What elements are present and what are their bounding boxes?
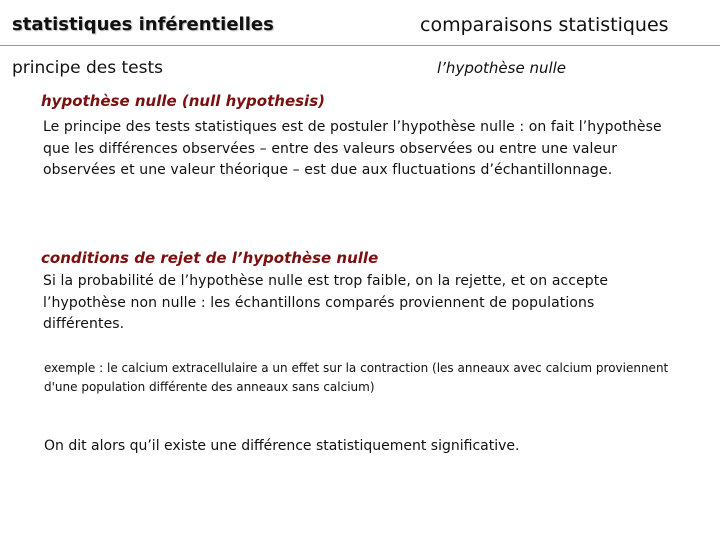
section-heading-rejection-conditions: conditions de rejet de l’hypothèse nulle: [41, 249, 379, 267]
slide-subtitle: principe des tests: [12, 58, 164, 78]
null-hypothesis-paragraph: Le principe des tests statistiques est de postuler l’hypothèse nulle : on fait l’hypothèse que les différences observées – entre des valeurs observées ou entre une valeur observées et une valeur théorique – est due aux fluctuations d’échantillonnage.: [43, 119, 662, 178]
slide-subtopic: l’hypothèse nulle: [437, 59, 567, 77]
rejection-conditions-paragraph: Si la probabilité de l’hypothèse nulle est trop faible, on la rejette, et on accepte l’hypothèse non nulle : les échantillons comparés proviennent de populations différentes.: [43, 273, 609, 332]
slide-section-title: statistiques inférentielles: [12, 14, 274, 35]
example-paragraph: exemple : le calcium extracellulaire a un effet sur la contraction (les anneaux avec calcium proviennent d'une population différente des anneaux sans calcium): [44, 361, 669, 394]
header-divider: [0, 45, 720, 46]
conclusion-paragraph: On dit alors qu’il existe une différence statistiquement significative.: [44, 438, 520, 454]
section-heading-null-hypothesis: hypothèse nulle (null hypothesis): [41, 92, 325, 110]
slide-topic-title: comparaisons statistiques: [420, 14, 669, 36]
